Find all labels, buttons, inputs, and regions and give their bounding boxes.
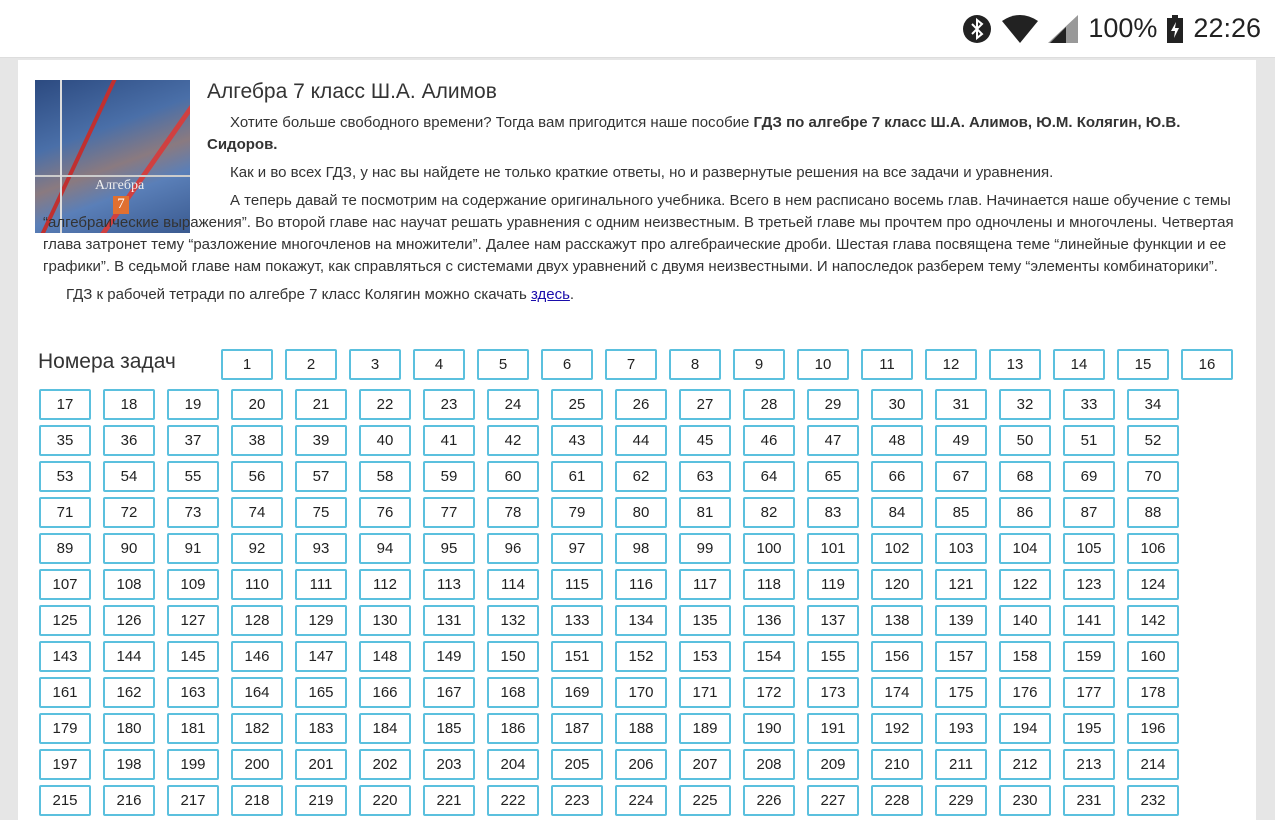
- tasks-label: Номера задач: [38, 350, 176, 373]
- task-button-200[interactable]: 200: [231, 749, 283, 780]
- task-button-99[interactable]: 99: [679, 533, 731, 564]
- task-button-175[interactable]: 175: [935, 677, 987, 708]
- task-button-70[interactable]: 70: [1127, 461, 1179, 492]
- task-button-114[interactable]: 114: [487, 569, 539, 600]
- task-button-21[interactable]: 21: [295, 389, 347, 420]
- task-button-64[interactable]: 64: [743, 461, 795, 492]
- task-button-60[interactable]: 60: [487, 461, 539, 492]
- task-button-169[interactable]: 169: [551, 677, 603, 708]
- task-button-17[interactable]: 17: [39, 389, 91, 420]
- task-button-46[interactable]: 46: [743, 425, 795, 456]
- cover-grade: 7: [113, 196, 129, 214]
- task-button-198[interactable]: 198: [103, 749, 155, 780]
- task-button-226[interactable]: 226: [743, 785, 795, 816]
- task-button-51[interactable]: 51: [1063, 425, 1115, 456]
- task-button-194[interactable]: 194: [999, 713, 1051, 744]
- task-button-36[interactable]: 36: [103, 425, 155, 456]
- task-button-216[interactable]: 216: [103, 785, 155, 816]
- article-text: [43, 112, 1238, 312]
- task-button-45[interactable]: 45: [679, 425, 731, 456]
- task-button-31[interactable]: 31: [935, 389, 987, 420]
- task-button-111[interactable]: 111: [295, 569, 347, 600]
- task-button-231[interactable]: 231: [1063, 785, 1115, 816]
- task-button-177[interactable]: 177: [1063, 677, 1115, 708]
- task-button-101[interactable]: 101: [807, 533, 859, 564]
- task-button-112[interactable]: 112: [359, 569, 411, 600]
- task-button-5[interactable]: 5: [477, 349, 529, 380]
- task-button-221[interactable]: 221: [423, 785, 475, 816]
- task-button-82[interactable]: 82: [743, 497, 795, 528]
- task-button-205[interactable]: 205: [551, 749, 603, 780]
- task-button-222[interactable]: 222: [487, 785, 539, 816]
- task-button-20[interactable]: 20: [231, 389, 283, 420]
- task-button-35[interactable]: 35: [39, 425, 91, 456]
- task-button-160[interactable]: 160: [1127, 641, 1179, 672]
- task-button-113[interactable]: 113: [423, 569, 475, 600]
- task-button-66[interactable]: 66: [871, 461, 923, 492]
- task-button-26[interactable]: 26: [615, 389, 667, 420]
- task-button-39[interactable]: 39: [295, 425, 347, 456]
- task-button-152[interactable]: 152: [615, 641, 667, 672]
- cover-title: Алгебра: [95, 178, 145, 193]
- task-button-127[interactable]: 127: [167, 605, 219, 636]
- task-button-75[interactable]: 75: [295, 497, 347, 528]
- task-button-4[interactable]: 4: [413, 349, 465, 380]
- task-button-166[interactable]: 166: [359, 677, 411, 708]
- task-button-158[interactable]: 158: [999, 641, 1051, 672]
- task-button-147[interactable]: 147: [295, 641, 347, 672]
- task-button-55[interactable]: 55: [167, 461, 219, 492]
- task-button-117[interactable]: 117: [679, 569, 731, 600]
- paragraph-2: Как и во всех ГДЗ, у нас вы найдете не только краткие ответы, но и развернутые решения на все задачи и уравнения.: [230, 164, 1054, 181]
- task-button-204[interactable]: 204: [487, 749, 539, 780]
- task-button-228[interactable]: 228: [871, 785, 923, 816]
- task-button-197[interactable]: 197: [39, 749, 91, 780]
- task-button-33[interactable]: 33: [1063, 389, 1115, 420]
- task-button-130[interactable]: 130: [359, 605, 411, 636]
- task-button-90[interactable]: 90: [103, 533, 155, 564]
- clock: 22:26: [1193, 13, 1261, 43]
- task-button-215[interactable]: 215: [39, 785, 91, 816]
- battery-charging-icon: [1167, 15, 1183, 43]
- task-button-19[interactable]: 19: [167, 389, 219, 420]
- task-button-12[interactable]: 12: [925, 349, 977, 380]
- task-button-217[interactable]: 217: [167, 785, 219, 816]
- status-bar: [0, 0, 1275, 58]
- wifi-icon: [1002, 15, 1038, 43]
- page-title: Алгебра 7 класс Ш.А. Алимов: [207, 80, 497, 103]
- task-button-77[interactable]: 77: [423, 497, 475, 528]
- task-button-54[interactable]: 54: [103, 461, 155, 492]
- task-button-83[interactable]: 83: [807, 497, 859, 528]
- task-button-1[interactable]: 1: [221, 349, 273, 380]
- task-button-69[interactable]: 69: [1063, 461, 1115, 492]
- task-button-14[interactable]: 14: [1053, 349, 1105, 380]
- task-button-95[interactable]: 95: [423, 533, 475, 564]
- task-button-91[interactable]: 91: [167, 533, 219, 564]
- task-button-232[interactable]: 232: [1127, 785, 1179, 816]
- intro-bold: ГДЗ по алгебре 7 класс Ш.А. Алимов, Ю.М. Колягин, Ю.В. Сидоров.: [207, 114, 1181, 153]
- content-page: [18, 60, 1256, 820]
- task-button-10[interactable]: 10: [797, 349, 849, 380]
- task-button-72[interactable]: 72: [103, 497, 155, 528]
- task-button-196[interactable]: 196: [1127, 713, 1179, 744]
- task-button-50[interactable]: 50: [999, 425, 1051, 456]
- task-button-174[interactable]: 174: [871, 677, 923, 708]
- task-button-109[interactable]: 109: [167, 569, 219, 600]
- task-button-49[interactable]: 49: [935, 425, 987, 456]
- task-button-89[interactable]: 89: [39, 533, 91, 564]
- task-button-22[interactable]: 22: [359, 389, 411, 420]
- task-button-63[interactable]: 63: [679, 461, 731, 492]
- task-button-201[interactable]: 201: [295, 749, 347, 780]
- task-button-116[interactable]: 116: [615, 569, 667, 600]
- task-button-173[interactable]: 173: [807, 677, 859, 708]
- battery-percent: 100%: [1088, 13, 1158, 43]
- download-link[interactable]: здесь: [530, 286, 570, 303]
- task-button-131[interactable]: 131: [423, 605, 475, 636]
- task-button-43[interactable]: 43: [551, 425, 603, 456]
- task-button-124[interactable]: 124: [1127, 569, 1179, 600]
- task-button-134[interactable]: 134: [615, 605, 667, 636]
- task-button-23[interactable]: 23: [423, 389, 475, 420]
- task-button-225[interactable]: 225: [679, 785, 731, 816]
- task-button-102[interactable]: 102: [871, 533, 923, 564]
- task-button-150[interactable]: 150: [487, 641, 539, 672]
- task-button-34[interactable]: 34: [1127, 389, 1179, 420]
- task-button-29[interactable]: 29: [807, 389, 859, 420]
- task-button-93[interactable]: 93: [295, 533, 347, 564]
- task-button-9[interactable]: 9: [733, 349, 785, 380]
- task-button-40[interactable]: 40: [359, 425, 411, 456]
- task-button-167[interactable]: 167: [423, 677, 475, 708]
- task-button-135[interactable]: 135: [679, 605, 731, 636]
- task-button-168[interactable]: 168: [487, 677, 539, 708]
- task-button-176[interactable]: 176: [999, 677, 1051, 708]
- task-button-3[interactable]: 3: [349, 349, 401, 380]
- task-button-207[interactable]: 207: [679, 749, 731, 780]
- task-button-209[interactable]: 209: [807, 749, 859, 780]
- task-button-15[interactable]: 15: [1117, 349, 1169, 380]
- task-button-195[interactable]: 195: [1063, 713, 1115, 744]
- task-button-86[interactable]: 86: [999, 497, 1051, 528]
- task-button-229[interactable]: 229: [935, 785, 987, 816]
- task-button-178[interactable]: 178: [1127, 677, 1179, 708]
- task-button-108[interactable]: 108: [103, 569, 155, 600]
- task-button-37[interactable]: 37: [167, 425, 219, 456]
- task-button-57[interactable]: 57: [295, 461, 347, 492]
- task-button-227[interactable]: 227: [807, 785, 859, 816]
- task-button-87[interactable]: 87: [1063, 497, 1115, 528]
- task-button-164[interactable]: 164: [231, 677, 283, 708]
- task-button-230[interactable]: 230: [999, 785, 1051, 816]
- task-button-148[interactable]: 148: [359, 641, 411, 672]
- task-button-59[interactable]: 59: [423, 461, 475, 492]
- task-button-92[interactable]: 92: [231, 533, 283, 564]
- task-button-143[interactable]: 143: [39, 641, 91, 672]
- task-button-142[interactable]: 142: [1127, 605, 1179, 636]
- task-button-28[interactable]: 28: [743, 389, 795, 420]
- task-button-157[interactable]: 157: [935, 641, 987, 672]
- task-button-149[interactable]: 149: [423, 641, 475, 672]
- task-button-80[interactable]: 80: [615, 497, 667, 528]
- task-button-203[interactable]: 203: [423, 749, 475, 780]
- task-button-206[interactable]: 206: [615, 749, 667, 780]
- task-button-181[interactable]: 181: [167, 713, 219, 744]
- task-button-78[interactable]: 78: [487, 497, 539, 528]
- task-button-137[interactable]: 137: [807, 605, 859, 636]
- task-button-120[interactable]: 120: [871, 569, 923, 600]
- task-button-155[interactable]: 155: [807, 641, 859, 672]
- task-button-182[interactable]: 182: [231, 713, 283, 744]
- task-button-119[interactable]: 119: [807, 569, 859, 600]
- task-button-81[interactable]: 81: [679, 497, 731, 528]
- task-button-88[interactable]: 88: [1127, 497, 1179, 528]
- task-button-24[interactable]: 24: [487, 389, 539, 420]
- task-button-202[interactable]: 202: [359, 749, 411, 780]
- task-button-189[interactable]: 189: [679, 713, 731, 744]
- task-button-180[interactable]: 180: [103, 713, 155, 744]
- task-button-133[interactable]: 133: [551, 605, 603, 636]
- task-button-115[interactable]: 115: [551, 569, 603, 600]
- task-button-65[interactable]: 65: [807, 461, 859, 492]
- task-button-208[interactable]: 208: [743, 749, 795, 780]
- task-button-103[interactable]: 103: [935, 533, 987, 564]
- paragraph-4: ГДЗ к рабочей тетради по алгебре 7 класс Колягин можно скачать здесь.: [66, 286, 575, 303]
- task-button-183[interactable]: 183: [295, 713, 347, 744]
- task-button-107[interactable]: 107: [39, 569, 91, 600]
- task-button-214[interactable]: 214: [1127, 749, 1179, 780]
- task-button-97[interactable]: 97: [551, 533, 603, 564]
- task-button-125[interactable]: 125: [39, 605, 91, 636]
- task-button-218[interactable]: 218: [231, 785, 283, 816]
- task-button-68[interactable]: 68: [999, 461, 1051, 492]
- task-button-73[interactable]: 73: [167, 497, 219, 528]
- task-button-16[interactable]: 16: [1181, 349, 1233, 380]
- intro-paragraph: Хотите больше свободного времени? Тогда вам пригодится наше пособие ГДЗ по алгебре 7 класс Ш.А. Алимов, Ю.М. Колягин, Ю.В. Сидоров.: [207, 114, 1181, 153]
- task-button-145[interactable]: 145: [167, 641, 219, 672]
- task-button-138[interactable]: 138: [871, 605, 923, 636]
- task-button-47[interactable]: 47: [807, 425, 859, 456]
- task-button-190[interactable]: 190: [743, 713, 795, 744]
- task-button-193[interactable]: 193: [935, 713, 987, 744]
- task-button-62[interactable]: 62: [615, 461, 667, 492]
- task-button-30[interactable]: 30: [871, 389, 923, 420]
- task-button-185[interactable]: 185: [423, 713, 475, 744]
- task-button-61[interactable]: 61: [551, 461, 603, 492]
- task-button-58[interactable]: 58: [359, 461, 411, 492]
- task-button-96[interactable]: 96: [487, 533, 539, 564]
- task-button-186[interactable]: 186: [487, 713, 539, 744]
- task-button-162[interactable]: 162: [103, 677, 155, 708]
- task-button-7[interactable]: 7: [605, 349, 657, 380]
- task-button-2[interactable]: 2: [285, 349, 337, 380]
- task-button-38[interactable]: 38: [231, 425, 283, 456]
- task-button-159[interactable]: 159: [1063, 641, 1115, 672]
- task-button-220[interactable]: 220: [359, 785, 411, 816]
- task-button-146[interactable]: 146: [231, 641, 283, 672]
- task-button-136[interactable]: 136: [743, 605, 795, 636]
- task-button-104[interactable]: 104: [999, 533, 1051, 564]
- task-button-53[interactable]: 53: [39, 461, 91, 492]
- task-button-94[interactable]: 94: [359, 533, 411, 564]
- task-button-41[interactable]: 41: [423, 425, 475, 456]
- task-button-79[interactable]: 79: [551, 497, 603, 528]
- task-button-132[interactable]: 132: [487, 605, 539, 636]
- task-button-98[interactable]: 98: [615, 533, 667, 564]
- task-button-74[interactable]: 74: [231, 497, 283, 528]
- task-button-219[interactable]: 219: [295, 785, 347, 816]
- task-button-153[interactable]: 153: [679, 641, 731, 672]
- task-button-76[interactable]: 76: [359, 497, 411, 528]
- task-button-213[interactable]: 213: [1063, 749, 1115, 780]
- bluetooth-icon: [962, 14, 992, 44]
- task-button-154[interactable]: 154: [743, 641, 795, 672]
- paragraph-3: А теперь давай те посмотрим на содержание оригинального учебника. Всего в нем расписано восемь глав. Начинается наше обучение с темы “алгебраические выражения”. Во второй главе нас научат решать уравнения с одним неизвестным. В третьей главе мы прочтем про одночлены и многочлены. Четвертая глава затронет тему “разложение многочленов на множители”. Далее нам расскажут про алгебраические дроби. Шестая глава посвящена теме “линейные функции и ее графики”. В седьмой главе нам покажут, как справляться с системами двух уравнений с двумя неизвестными. И напоследок разберем тему “элементы комбинаторики”.: [43, 192, 1234, 275]
- signal-icon: [1048, 15, 1078, 43]
- task-button-171[interactable]: 171: [679, 677, 731, 708]
- task-button-144[interactable]: 144: [103, 641, 155, 672]
- task-button-105[interactable]: 105: [1063, 533, 1115, 564]
- task-button-210[interactable]: 210: [871, 749, 923, 780]
- task-button-67[interactable]: 67: [935, 461, 987, 492]
- task-button-100[interactable]: 100: [743, 533, 795, 564]
- task-button-6[interactable]: 6: [541, 349, 593, 380]
- task-button-179[interactable]: 179: [39, 713, 91, 744]
- task-button-52[interactable]: 52: [1127, 425, 1179, 456]
- task-button-151[interactable]: 151: [551, 641, 603, 672]
- task-button-71[interactable]: 71: [39, 497, 91, 528]
- task-button-56[interactable]: 56: [231, 461, 283, 492]
- task-button-211[interactable]: 211: [935, 749, 987, 780]
- task-button-48[interactable]: 48: [871, 425, 923, 456]
- task-button-85[interactable]: 85: [935, 497, 987, 528]
- task-button-172[interactable]: 172: [743, 677, 795, 708]
- task-button-25[interactable]: 25: [551, 389, 603, 420]
- task-button-84[interactable]: 84: [871, 497, 923, 528]
- task-button-18[interactable]: 18: [103, 389, 155, 420]
- task-button-140[interactable]: 140: [999, 605, 1051, 636]
- task-button-141[interactable]: 141: [1063, 605, 1115, 636]
- task-button-122[interactable]: 122: [999, 569, 1051, 600]
- task-button-188[interactable]: 188: [615, 713, 667, 744]
- task-button-110[interactable]: 110: [231, 569, 283, 600]
- task-button-212[interactable]: 212: [999, 749, 1051, 780]
- task-button-224[interactable]: 224: [615, 785, 667, 816]
- task-button-184[interactable]: 184: [359, 713, 411, 744]
- task-button-199[interactable]: 199: [167, 749, 219, 780]
- task-button-128[interactable]: 128: [231, 605, 283, 636]
- task-button-139[interactable]: 139: [935, 605, 987, 636]
- task-button-42[interactable]: 42: [487, 425, 539, 456]
- task-button-8[interactable]: 8: [669, 349, 721, 380]
- task-button-223[interactable]: 223: [551, 785, 603, 816]
- task-button-187[interactable]: 187: [551, 713, 603, 744]
- task-button-11[interactable]: 11: [861, 349, 913, 380]
- task-button-118[interactable]: 118: [743, 569, 795, 600]
- task-button-161[interactable]: 161: [39, 677, 91, 708]
- task-button-13[interactable]: 13: [989, 349, 1041, 380]
- task-button-32[interactable]: 32: [999, 389, 1051, 420]
- task-button-163[interactable]: 163: [167, 677, 219, 708]
- task-button-129[interactable]: 129: [295, 605, 347, 636]
- task-button-121[interactable]: 121: [935, 569, 987, 600]
- task-button-170[interactable]: 170: [615, 677, 667, 708]
- task-button-192[interactable]: 192: [871, 713, 923, 744]
- task-button-27[interactable]: 27: [679, 389, 731, 420]
- task-button-191[interactable]: 191: [807, 713, 859, 744]
- task-button-126[interactable]: 126: [103, 605, 155, 636]
- task-button-44[interactable]: 44: [615, 425, 667, 456]
- task-button-123[interactable]: 123: [1063, 569, 1115, 600]
- task-button-165[interactable]: 165: [295, 677, 347, 708]
- task-button-156[interactable]: 156: [871, 641, 923, 672]
- task-button-106[interactable]: 106: [1127, 533, 1179, 564]
